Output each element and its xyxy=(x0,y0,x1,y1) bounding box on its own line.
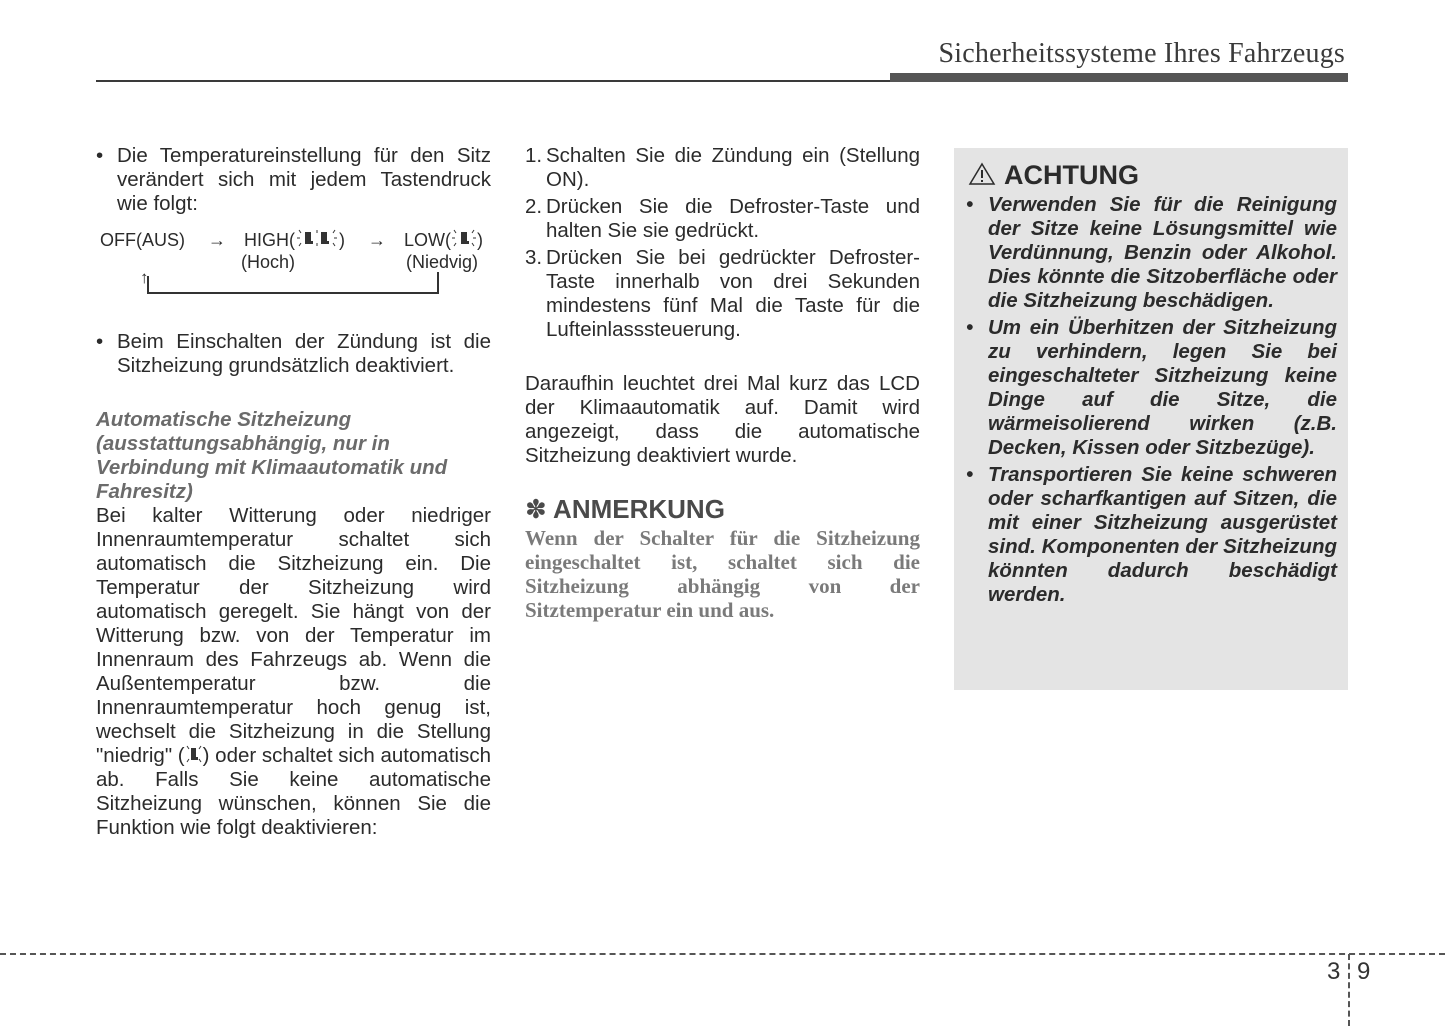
chapter-number: 3 xyxy=(1327,958,1341,985)
warning-item: • Transportieren Sie keine schweren oder scharfkantigen auf Sitzen, die mit einer Sitzheizung ausgerüstet sind. Komponenten der Sitzheizung könnten dadurch beschädigt werden. xyxy=(966,463,1337,606)
return-arrow-icon: ↑ xyxy=(140,268,149,287)
warning-triangle-icon xyxy=(968,162,996,186)
paragraph-lcd-confirmation: Daraufhin leuchtet drei Mal kurz das LCD der Klimaautomatik auf. Damit wird angezeigt, dass die automatische Sitzheizung deaktiviert wurde. xyxy=(525,372,920,467)
footer-divider xyxy=(1348,954,1350,1026)
bullet-dot: • xyxy=(96,330,104,353)
return-line xyxy=(147,292,439,294)
warning-item: • Verwenden Sie für die Reinigung der Sitze keine Lösungsmittel wie Verdünnung, Benzin oder Alkohol. Dies könnte die Sitzoberfläche oder die Sitzheizung beschädigen. xyxy=(966,193,1337,312)
diagram-high: HIGH( ) xyxy=(244,230,345,250)
column-left xyxy=(96,144,491,840)
warning-heading: ACHTUNG xyxy=(968,160,1139,191)
seat-heat-low-icon xyxy=(451,228,477,248)
warning-item: • Um ein Überhitzen der Sitzheizung zu verhindern, legen Sie bei eingeschalteter Sitzheizung keine Dinge auf die Sitze, die wärmeisolierend wirken (z.B. Decken, Kissen oder Sitzbezüge). xyxy=(966,316,1337,459)
page-header-title: Sicherheitssysteme Ihres Fahrzeugs xyxy=(938,38,1345,69)
page-number: 9 xyxy=(1357,958,1371,985)
seat-heat-low-icon xyxy=(185,744,203,764)
note-body: Wenn der Schalter für die Sitzheizung eingeschaltet ist, schaltet sich die Sitzheizung abhängig von der Sitztemperatur ein und aus. xyxy=(525,526,920,622)
return-line xyxy=(437,272,439,294)
warning-box xyxy=(954,148,1348,690)
diagram-arrow: → xyxy=(208,230,226,250)
heat-cycle-diagram xyxy=(96,230,491,330)
diagram-off-label: OFF(AUS) xyxy=(100,230,185,250)
warning-list xyxy=(966,193,1337,610)
bullet-temperature-setting xyxy=(96,144,491,216)
note-heading: ✽ ANMERKUNG xyxy=(525,494,725,524)
header-bar xyxy=(890,73,1348,82)
diagram-arrow: → xyxy=(368,230,386,250)
header-rule xyxy=(96,80,890,82)
seat-heat-high-icon xyxy=(295,228,339,248)
paragraph-auto-seat-heating: Bei kalter Witterung oder niedriger Innenraumtemperatur schaltet sich automatisch die Sitzheizung ein. Die Temperatur der Sitzheizung wird automatisch geregelt. Sie hängt von der Witterung bzw. von der Temperatur im Innenraum des Fahrzeugs ab. Wenn die Außentemperatur bzw. die Innenraumtemperatur hoch genug ist, wechselt die Sitzheizung in die Stellung "niedrig" ( ) oder schaltet sich automatisch ab. Falls Sie keine automatische Sitzheizung wünschen, können Sie die Funktion wie folgt deaktivieren: xyxy=(96,504,491,839)
step-item: 3. Drücken Sie bei gedrückter Defroster-Taste innerhalb von drei Sekunden mindestens fünf Mal die Taste für die Lufteinlasssteuerung. xyxy=(525,246,920,341)
column-middle xyxy=(525,144,920,622)
bullet-text: Die Temperatureinstellung für den Sitz verändert sich mit jedem Tastendruck wie folgt: xyxy=(117,144,491,215)
bullet-text: Beim Einschalten der Zündung ist die Sitzheizung grundsätzlich deaktiviert. xyxy=(117,330,491,377)
step-item: 1. Schalten Sie die Zündung ein (Stellung ON). xyxy=(525,144,920,191)
section-heading-auto-seat-heating: Automatische Sitzheizung (ausstattungsabhängig, nur in Verbindung mit Klimaautomatik und Fahresitz) xyxy=(96,408,448,503)
diagram-low-sub: (Niedvig) xyxy=(406,252,479,272)
diagram-high-sub: (Hoch) xyxy=(241,252,296,272)
bullet-dot: • xyxy=(96,144,104,167)
footer-rule xyxy=(0,953,1445,955)
step-item: 2. Drücken Sie die Defroster-Taste und halten Sie sie gedrückt. xyxy=(525,195,920,242)
bullet-ignition-default xyxy=(96,330,491,378)
diagram-low: LOW( ) xyxy=(404,230,483,250)
